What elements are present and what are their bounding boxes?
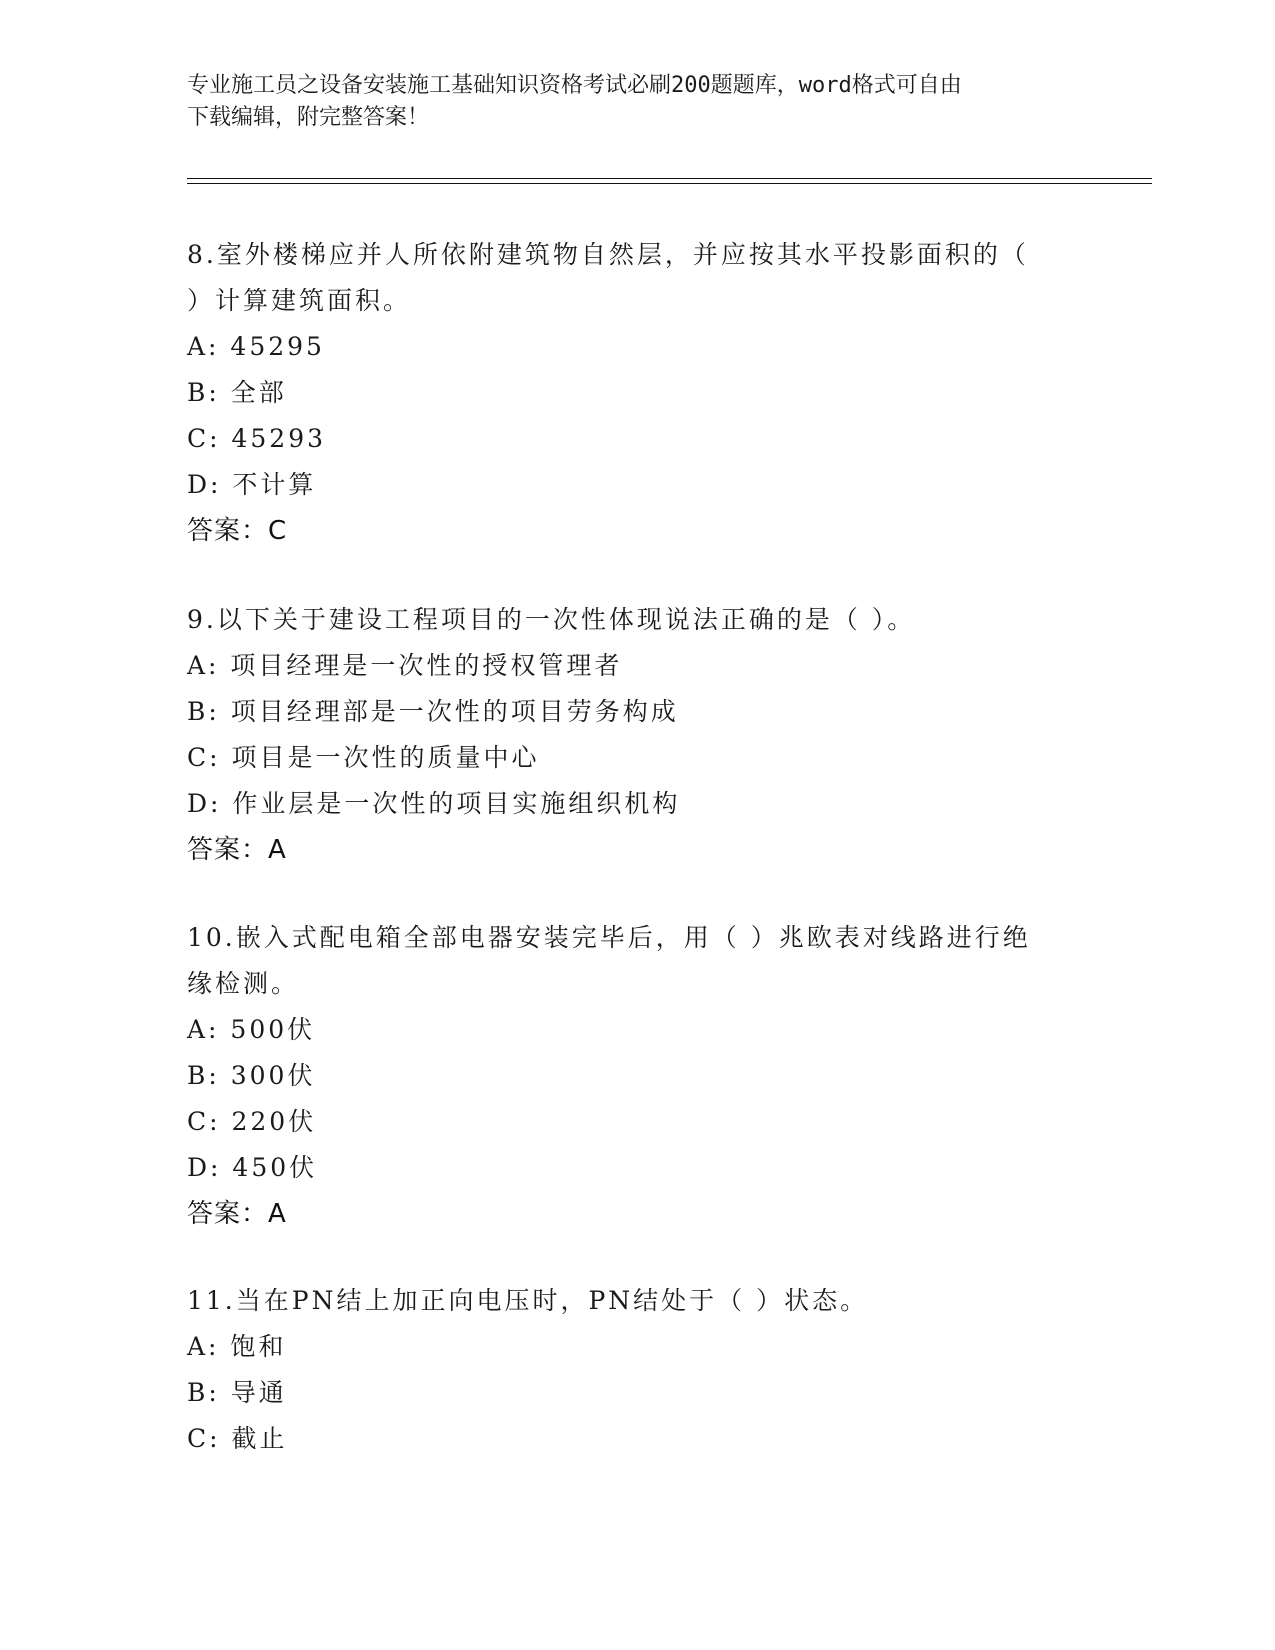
option-c: C: 截止 (187, 1424, 288, 1453)
option-b: B: 300伏 (187, 1061, 316, 1090)
option-d: D: 不计算 (187, 470, 317, 499)
document-header (187, 70, 1067, 134)
question-stem: 10.嵌入式配电箱全部电器安装完毕后，用（ ）兆欧表对线路进行绝 (187, 923, 1031, 952)
question-8 (187, 232, 1067, 554)
option-d: D: 450伏 (187, 1153, 318, 1182)
option-a: A: 45295 (187, 332, 325, 361)
header-line-2: 下载编辑，附完整答案！ (187, 105, 430, 130)
option-b: B: 项目经理部是一次性的项目劳务构成 (187, 697, 679, 726)
question-stem: 11.当在PN结上加正向电压时，PN结处于（ ）状态。 (187, 1286, 869, 1315)
question-9 (187, 597, 1067, 873)
question-10 (187, 915, 1067, 1237)
option-a: A: 饱和 (187, 1332, 287, 1361)
question-stem-continued: ）计算建筑面积。 (187, 286, 412, 315)
header-line-1: 专业施工员之设备安装施工基础知识资格考试必刷200题题库，word格式可自由 (187, 73, 962, 98)
option-b: B: 全部 (187, 378, 287, 407)
answer: 答案：C (187, 516, 288, 546)
answer: 答案：A (187, 1199, 287, 1229)
option-b: B: 导通 (187, 1378, 287, 1407)
option-d: D: 作业层是一次性的项目实施组织机构 (187, 789, 681, 818)
option-c: C: 220伏 (187, 1107, 317, 1136)
question-stem: 9.以下关于建设工程项目的一次性体现说法正确的是（ ）。 (187, 605, 916, 634)
question-stem: 8.室外楼梯应并人所依附建筑物自然层，并应按其水平投影面积的（ (187, 240, 1029, 269)
option-c: C: 项目是一次性的质量中心 (187, 743, 540, 772)
answer: 答案：A (187, 835, 287, 865)
header-rule-bottom (187, 183, 1152, 184)
header-rule-top (187, 178, 1152, 179)
question-11 (187, 1278, 1067, 1462)
question-stem-continued: 缘检测。 (187, 969, 300, 998)
option-c: C: 45293 (187, 424, 327, 453)
option-a: A: 500伏 (187, 1015, 316, 1044)
option-a: A: 项目经理是一次性的授权管理者 (187, 651, 623, 680)
